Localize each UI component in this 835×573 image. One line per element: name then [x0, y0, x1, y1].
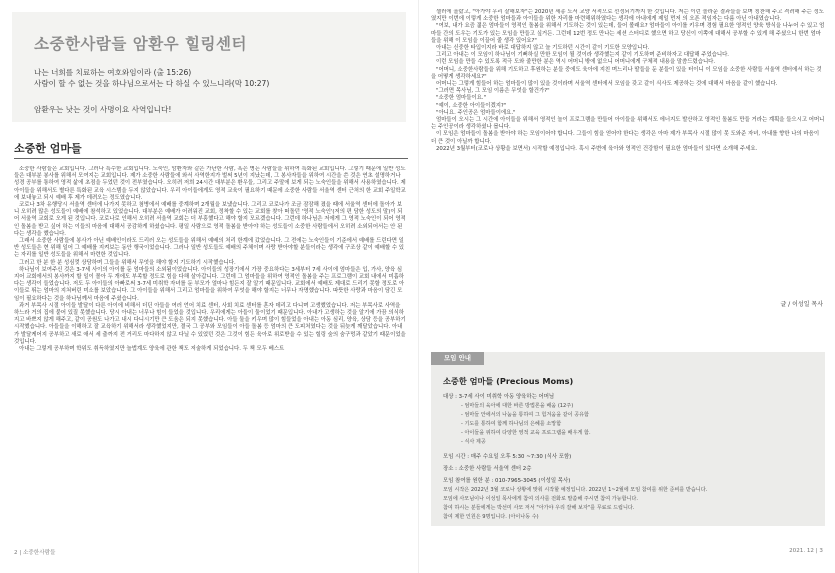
- header-banner: [12, 12, 406, 122]
- verse-2: 사람이 할 수 없는 것을 하나님으로서는 다 하실 수 있느니라(막 10:27): [34, 79, 270, 88]
- paragraph: 어머니는 그렇게 힘들어 하는 엄마들이 많이 있을 것이라며 서울역 센터에서 모임을 갖고 같이 식사도 제공하는 것에 대해서 마음을 같이 했습니다.: [436, 81, 778, 88]
- paragraph: 코로나 3차 유행당시 서울역 센터에 나가지 못하고 첨병에서 예배를 중계하며 2개월을 보냈습니다. 그리고 코로나가 조금 잠잠해 졌을 때에 서울역 센터에 돌아가 보니 오히려 많은 성도들이 예배에 참석하고 있었습니다. 대부분은 예배가 어려워진 교회, 정착할 수 있는 교회를 찾아 떠돌던 '영적 노숙인'(저의 편 담한 성도의 말)이 되어 서울역 교회로 오게 된 것입니다. 코로나로 인해서 오히려 서울역 교회는 더 부흥했다고 해야 할지 모르겠습니다. 그런데 하나님은 저에게 그 영적 노숙인이 되어 영적인 돌봄을 받고 싶어 하는 이들의 마음에 대해서 공감하게 하셨습니다. 평일 사람으로 영적 돌봄을 받아야 하는 성도들이 소중한 사람들에서 오히려 소외되어서는 안 된다는 생각을 했습니다.: [14, 202, 406, 237]
- info-item: - 식사 제공: [461, 439, 486, 445]
- title-divider: [14, 158, 408, 159]
- paragraph: 그래서 소중한 사람들에 봉사가 아닌 예배인이라도 드리러 오는 성도들을 위해서 예배의 처리 한계에 갔었습니다. 그 전에는 노숙인들이 기준에서 예배를 드린다면 일반 성도들은 현 위해 일어 그 예배를 지켜보는 동안 행국이었습니다. 그러나 일반 성도들도 예배의 주체이며 사랑 받아야할 분들이라는 생각에 구조상 같이 예배할 수 있는 자리를 일반 성도들을 위해서 마련한 것입니다.: [14, 238, 405, 259]
- info-note: 모임 시작은 2022년 3월 코로나 상황에 맞춰 시작할 예정입니다. 2022년 1~2월에 모임 참여를 위한 준비를 받습니다.: [443, 487, 708, 493]
- info-time: 모임 시간 : 매주 수요일 오후 5:30 ~7:30 (식사 포함): [443, 454, 572, 460]
- info-item: - 기도를 통하여 함께 하나님의 은혜를 소망함: [461, 421, 562, 427]
- paragraph: "여보, 내가 요즘 젊은 엄마들이 영적인 돌봄을 위해서 기도하는 것이 있는데, 들어 볼래요? 엄마들이 아이를 키우며 경험 필요한 영적인 양육 방식을 나누어 수 있고 엄마들 간의 도우는 기도가 있는 모임을 만들고 싶거든. 그런데 12번 정도 만나는 세션 스터디로 했으면 하고 당신이 이쪽에 대해서 공부할 수 있게 해 주셨으니 한번 엄마들을 위해 이 모임을 이끌어 줄 생각 있어요?": [431, 23, 825, 44]
- right-page: [418, 0, 835, 573]
- info-target: 대상 : 3-7세 사이 미취학 아동 양육하는 어머님: [443, 394, 555, 400]
- info-title: 소중한 엄마들 (Precious Moms): [443, 376, 574, 386]
- paragraph: "어머니, 소중한사람들을 위해 기도하고 후원하는 분들 중에도 육아에 지친 며느리나 딸들을 둔 분들이 있을 터이니 이 모임을 소중한 사람들 서울역 센터에서 하는 것을 어떻게 생각하세요?": [431, 66, 822, 80]
- info-item: - 엄마들의 육아에 대한 바른 방법론을 배움 (12주): [461, 403, 574, 409]
- verse-1: 나는 너희를 치료하는 여호와임이라 (출 15:26): [34, 68, 192, 77]
- info-item: - 아이들을 위하여 다양한 영적 교육 프로그램을 배우게 함.: [461, 430, 591, 436]
- paragraph: 이런 모임을 만들 수 있도록 적극 도와 줄만한 분은 역시 어머니 밖에 없으니 어머니에게 구체적 내용을 말씀드렸습니다.: [436, 59, 716, 66]
- author-signature: 글 / 이성일 목사: [780, 301, 823, 308]
- paragraph: 그리고 아내는 이 모임이 하나님이 기뻐하실 만한 모임이 될 것이라 생각했는지 같이 기도하며 준비하자고 대답해 주었습니다.: [436, 52, 729, 59]
- paragraph: "아니요. 주인공은 엄마들이에요.": [436, 109, 516, 116]
- article-body-left: [14, 166, 406, 540]
- paragraph: 하나님이 보여주신 것은 3-7세 사이의 아이를 둔 엄마들의 소외됨이었습니다. 아이들의 성장기에서 가장 중요하다는 3세부터 7세 사이에 엄마들은 입, 가사, 양육 심지어 교회에서의 봉사까지 할 일이 몰아 두 개에도 부족할 정도로 힘을 다해 살아갑니다. 그런데 그 엄마들을 위하여 영적인 돌봄을 주는 프로그램이 교회 내에서 미흡하다는 생각이 들었습니다. 저도 두 아이들의 아빠로써 3-7세 미취학 자녀를 둔 부모가 얼마나 힘든지 잘 알기 때문입니다. 교회에서 예배도 제대로 드리기 못할 정도로 아이들로 뛰는 엄마의 지쳐버린 미소를 보았습니다. 그 아이들을 위해서 그리고 엄마들을 위하여 무엇을 해야 할지는 너무나 자명했습니다. 따뜻한 사랑과 마음이 담긴 모임이 필요하다는 것을 하나님께서 마음에 주셨습니다.: [14, 266, 405, 302]
- paragraph: 이 모임은 엄마들이 돌봄을 받아야 하는 모임이어야 합니다. 그들이 힘을 얻어야 한다는 생각은 아마 제가 부목사 시절 많이 못 도와준 자녀, 아내를 향한 나의 마음이 더 큰 것이 아닐까 합니다.: [431, 131, 820, 145]
- header-title: 소중한사람들 암환우 힐링센터: [34, 35, 247, 53]
- paragraph: "소중한 엄마들이요.": [436, 95, 487, 102]
- article-body-right: [431, 9, 825, 305]
- info-tab-label: 모임 안내: [431, 352, 484, 365]
- paragraph: 소중한 사람들은 교회입니다. 그러나 특수한 교회입니다. 노숙인, 암환자와 같은 가난한 사람, 혹은 병든 사람들을 위하여 특화된 교회입니다. 그렇기 때문에 일반 성도들은 대부분 봉사를 위해서 모여지는 교회입니다. 제가 소중한 사람들에 와서 사역한지가 벌써 5년이 지났는데, 그 봉사자들을 위하여 시간을 쓴 것은 연초 설명하거나 성경 공부를 통하여 영적 삶에 초점을 두었던 것이 전부였습니다. 오히려 저희 24시간 대부분은 환우들, 그리고 주말에 보게 되는 노숙인들을 위해서 사용하였습니다. 제 아이들을 위해서도 별다른 특화된 교육 시스템을 두지 않았습니다. 우리 아이들에게도 영적 교육이 필요하기 때문에 소중한 사람들 서울역 센터 근처의 한 교회 주일학교에 보내놓고 되시 예배 후 제가 데려오는 정도였습니다.: [14, 166, 406, 201]
- paragraph: 셀러에 올랐고, "아가야 우리 잘해보자"는 2020년 세종 도서 교양 서적으로 선정되기까지 한 것입니다. 저는 이런 놀라운 결과들을 보며 칭찬해 주고 격려해 주는 정도였지만 이번에 이렇게 소중한 엄마들과 아이들을 위한 자리를 마련해위하였다는 생각에 아내에게 제일 먼저 의 오픈 적임자는 다름 아닌 아내였습니다.: [431, 9, 824, 23]
- paragraph: 아내는 그렇게 공부하며 학위도 취득하였지만 늘법계도 양육에 관한 책도 저술하게 되었습니다. 두 책 모두 베스트: [19, 346, 285, 353]
- footer-page-left: 2 | 소중한사람들: [14, 550, 56, 556]
- paragraph: 엄마들이 오시는 그 시간에 아이들을 위해서 영적인 놀이 프로그램을 만들어 아이들을 위해서도 에너지도 발산하고 영적인 돌봄도 만들 거라는 계획을 들으시고 어머니는 주인공이라 생각하셨나 봅니다.: [431, 117, 825, 131]
- paragraph: 2022년 3월부터(코로나 상황을 보면서) 시작할 예정입니다. 혹시 주변에 육아와 영적인 건강함이 필요한 엄마들이 있다면 소개해 주세요.: [436, 145, 758, 152]
- info-note: 참여 제한 인원은 9명입니다. (아이나동 수): [443, 514, 539, 520]
- info-contact: 모임 참여를 원한 분 : 010-7965-3045 (이성일 목사): [443, 478, 571, 484]
- meeting-info-box: [431, 352, 825, 526]
- footer-page-right: 2021. 12 | 3: [789, 548, 823, 554]
- paragraph: "예이, 소중한 아이들이겠지?": [436, 102, 507, 109]
- info-place: 장소 : 소중한 사람들 서울역 센터 2층: [443, 466, 532, 472]
- paragraph: 그러고 한 분 한 분 성심껏 상담하며 그들을 위해서 무엇을 해야 할지 기도하기 시작했습니다.: [19, 259, 236, 266]
- paragraph: 과거 부목사 시절 아이들 발달이 다른 아이에 비해서 더딘 아들을 여러 언어 치료 센터, 사회 치료 센터를 혼자 데리고 다니며 고생했었습니다. 저는 부목사로 사역을 하느라 거의 집에 붙어 있질 못했습니다. 당시 아내는 너무나 힘이 들었을 것입니다. 우리에게는 아들이 둘이었기 때문입니다. 아내가 고생하는 것을 알기에 가끔 의식하지고 바쁘지 않게 해주고, 같이 공원도 나가고 내시 다니시기만 큰 도움은 되지 못했습니다. 아들 둘을 키우며 많이 힘들었을 아내는 아동 심리, 양육, 상담 등을 공부하기 시작했습니다. 아들들을 이해하고 잘 교육하기 위해서라 생각했었지만, 결국 그 공부와 모임들이 아들 돌봄 등 엄마의 큰 도피처였다는 것을 뒤늦게 깨달았습니다. 아내가 발달케어지 공부하고 새로 애서 세 출까지 전 거리도 마다하지 않고 다닐 수 있었던 것은 그것이 힘든 육아로 위로받을 수 있는 힐링 숲의 숨구멍과 같았기 때문이었을 것입니다.: [14, 302, 406, 345]
- info-note: 모임에 사모님이나 이성일 목사에게 참여 의사를 전화로 말씀해 주시면 참여 가능합니다.: [443, 496, 638, 502]
- paragraph: 아내는 신중한 타입이지라 바로 대답하지 않고 늘 기도하던 시간이 같이 기도한 모양입니다.: [436, 45, 650, 52]
- article-title: 소중한 엄마들: [14, 142, 82, 155]
- paragraph: "그러면 목사님, 그 모임 이름은 무엇을 할건가?": [436, 88, 550, 95]
- info-note: 참여 하시는 분들에게는 박선미 사모 저서 "아가야 우리 잘해 보자"를 무료로 드립니다.: [443, 505, 635, 511]
- verse-mission: 암환우는 낫는 것이 사명이요 사역입니다!: [34, 105, 172, 114]
- info-item: - 엄마들 안에서의 나눔을 통하여 그 힘겨움을 같이 공유함: [461, 412, 589, 418]
